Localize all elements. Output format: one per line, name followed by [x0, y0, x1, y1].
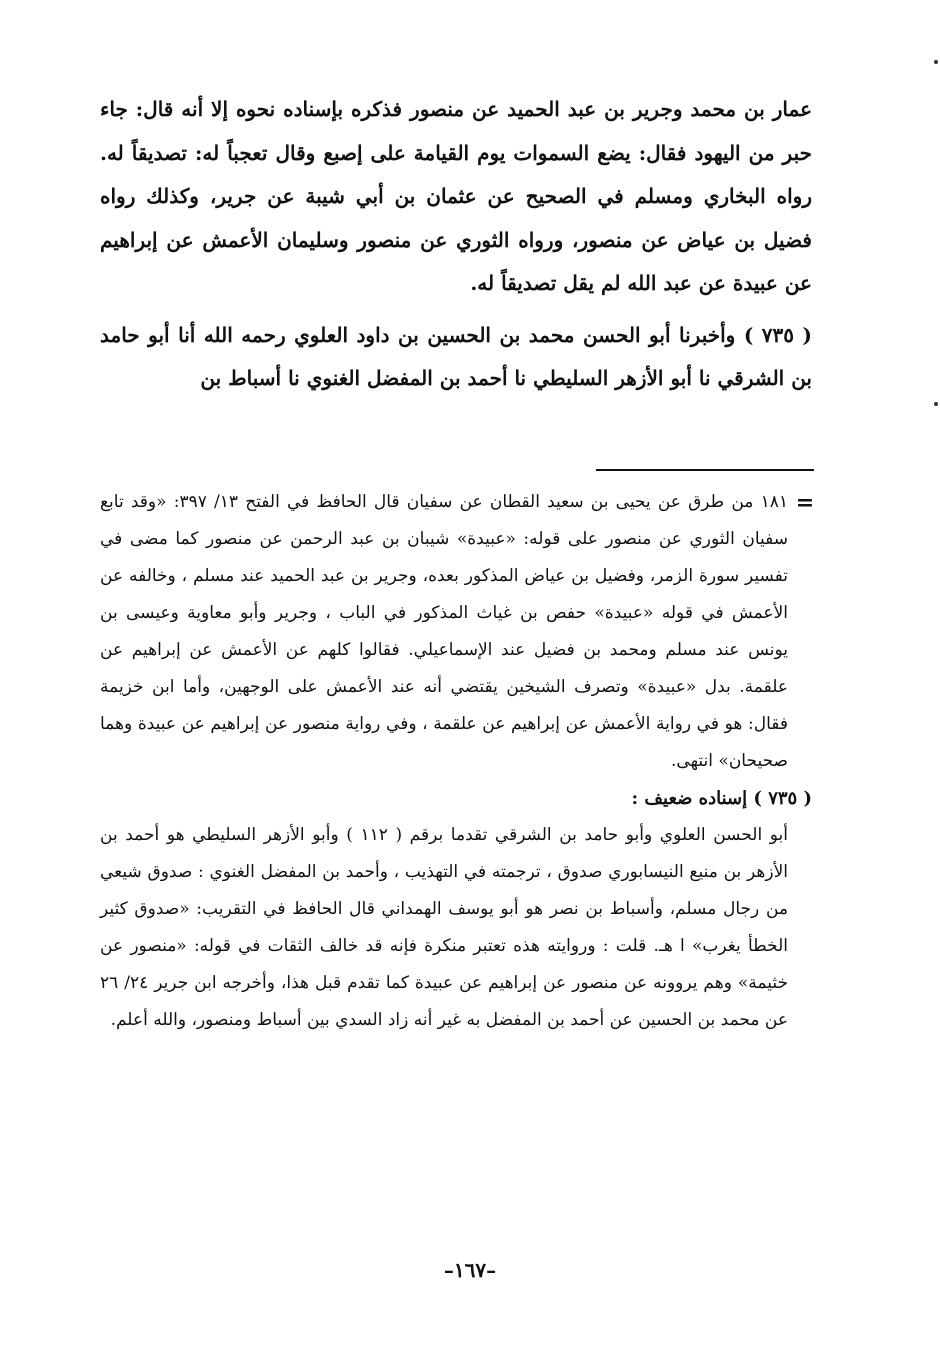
footnotes — [100, 484, 812, 1039]
footnote-735: أبو الحسن العلوي وأبو حامد بن الشرقي تقدما برقم ( ١١٢ ) وأبو الأزهر السليطي هو أحمد بن الأزهر بن منيع النيسابوري صدوق ، ترجمته في التهذيب ، وأحمد بن المفضل الغنوي : صدوق شيعي من رجال مسلم، وأسباط بن نصر هو أبو يوسف الهمداني قال الحافظ في التقريب: «صدوق كثير الخطأ يغرب» ا هـ. قلت : وروايته هذه تعتبر منكرة فإنه قد خالف الثقات في قوله: «منصور عن خثيمة» وهم يروونه عن منصور عن إبراهيم عن عبيدة كما تقدم قبل هذا، وأخرجه ابن جرير ٢٤/ ٢٦ عن محمد بن الحسين عن أحمد بن المفضل به غير أنه زاد السدي بين أسباط ومنصور، والله أعلم. — [100, 825, 788, 1030]
page-number: –١٦٧– — [443, 1258, 497, 1282]
main-paragraph-1: عمار بن محمد وجرير بن عبد الحميد عن منصور فذكره بإسناده نحوه إلا أنه قال: جاء حبر من اليهود فقال: يضع السموات يوم القيامة على إصبع وقال تعجباً له: تصديقاً له. رواه البخاري ومسلم في الصحيح عن عثمان بن أبي شيبة عن جرير، وكذلك رواه فضيل بن عياض عن منصور، ورواه الثوري عن منصور وسليمان الأعمش عن إبراهيم عن عبيدة عن عبد الله لم يقل تصديقاً له. — [100, 97, 812, 295]
footnote-separator — [596, 469, 814, 471]
main-paragraph-735 — [100, 314, 812, 401]
margin-mark — [934, 402, 938, 406]
margin-mark — [934, 60, 938, 64]
hadith-text: وأخبرنا أبو الحسن محمد بن الحسين بن داود العلوي رحمه الله أنا أبو حامد بن الشرقي نا أبو الأزهر السليطي نا أحمد بن المفضل الغنوي نا أسباط بن — [100, 322, 812, 390]
footnote-continuation-mark: = — [795, 490, 815, 516]
hadith-number: ( ٧٣٥ ) — [743, 322, 812, 347]
footnote-181: ١٨١ من طرق عن يحيى بن سعيد القطان عن سفيان قال الحافظ في الفتح ١٣/ ٣٩٧: «وقد تابع سفيان الثوري عن منصور على قوله: «عبيدة» شيبان بن عبد الرحمن عن منصور كما مضى في تفسير سورة الزمر، وفضيل بن عياض المذكور بعده، وجرير بن عبد الحميد عند مسلم ، وخالفه عن الأعمش في قوله «عبيدة» حفص بن غياث المذكور في الباب ، وجرير وأبو معاوية وعيسى بن يونس عند مسلم ومحمد بن فضيل عند الإسماعيلي. فقالوا كلهم عن الأعمش عن إبراهيم عن علقمة. بدل «عبيدة» وتصرف الشيخين يقتضي أنه عند الأعمش على الوجهين، وأما ابن خزيمة فقال: هو في رواية الأعمش عن إبراهيم عن علقمة ، وفي رواية منصور عن إبراهيم عن عبيدة وهما صحيحان» انتهى. — [100, 492, 788, 771]
main-text — [100, 88, 812, 401]
footnote-735-heading: ( ٧٣٥ ) إسناده ضعيف : — [631, 788, 812, 809]
